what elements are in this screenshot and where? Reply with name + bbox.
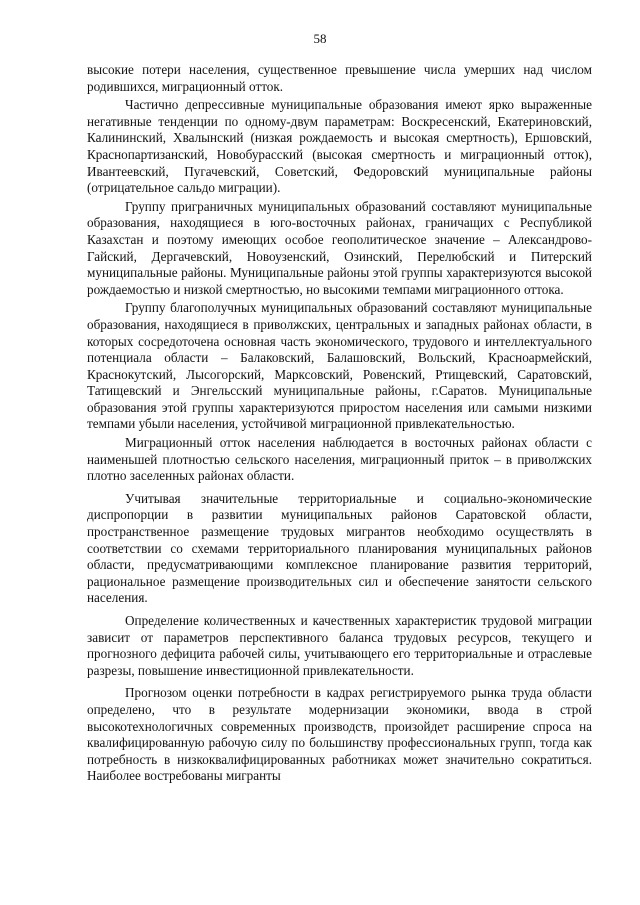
paragraph-2: Частично депрессивные муниципальные образования имеют ярко выраженные негативные тенденции по одному-двум параметрам: Воскресенский, Екатериновский, Калининский, Хвалынский (низкая рождаемость и высокая смертность), Ершовский, Краснопартизанский, Новобурасский (высокая смертность и миграционный отток), Ивантеевский, Пугачевский, Советский, Федоровский муниципальные районы (отрицательное сальдо миграции). [87,97,592,196]
paragraph-6: Учитывая значительные территориальные и социально-экономические диспропорции в развитии муниципальных районов Саратовской области, пространственное размещение трудовых мигрантов необходимо осуществлять в соответствии со схемами территориального планирования муниципальных районов области, предусматривающими комплексное планирование развития территорий, рациональное размещение производительных сил и обеспечение занятости сельского населения. [87,490,592,606]
paragraph-4: Группу благополучных муниципальных образований составляют муниципальные образования, находящиеся в приволжских, центральных и западных районах области, в которых сосредоточена основная часть экономического, трудового и интеллектуального потенциала области – Балаковский, Балашовский, Вольский, Красноармейский, Краснокутский, Лысогорский, Марксовский, Ровенский, Ртищевский, Саратовский, Татищевский и Энгельсский муниципальные районы, г.Саратов. Муниципальные образования этой группы характеризуются приростом населения или самыми низкими темпами убыли населения, устойчивой миграционной привлекательностью. [87,300,592,432]
paragraph-8: Прогнозом оценки потребности в кадрах регистрируемого рынка труда области определено, что в результате модернизации экономики, ввода в строй высокотехнологичных современных производств, произойдет расширение спроса на квалифицированную рабочую силу по большинству профессиональных групп, тогда как потребность в низкоквалифицированных работниках может значительно сократиться. Наиболее востребованы мигранты [87,685,592,784]
paragraph-1: высокие потери населения, существенное превышение числа умерших над числом родившихся, миграционный отток. [87,62,592,94]
paragraph-3: Группу приграничных муниципальных образований составляют муниципальные образования, находящиеся в юго-восточных районах, граничащих с Республикой Казахстан и поэтому имеющих особое геополитическое значение – Александрово-Гайский, Дергачевский, Новоузенский, Озинский, Перелюбский и Питерский муниципальные районы. Муниципальные районы этой группы характеризуются высокой рождаемостью и низкой смертностью, но высокими темпами миграционного оттока. [87,198,592,297]
paragraph-7: Определение количественных и качественных характеристик трудовой миграции зависит от параметров перспективного баланса трудовых ресурсов, текущего и прогнозного дефицита рабочей силы, учитывающего его территориальные и отраслевые разрезы, повышение инвестиционной привлекательности. [87,613,592,678]
paragraph-5: Миграционный отток населения наблюдается в восточных районах области с наименьшей плотностью сельского населения, миграционный приток – в приволжских плотно заселенных районах области. [87,435,592,484]
page-number: 58 [313,31,327,46]
document-body [87,62,592,785]
